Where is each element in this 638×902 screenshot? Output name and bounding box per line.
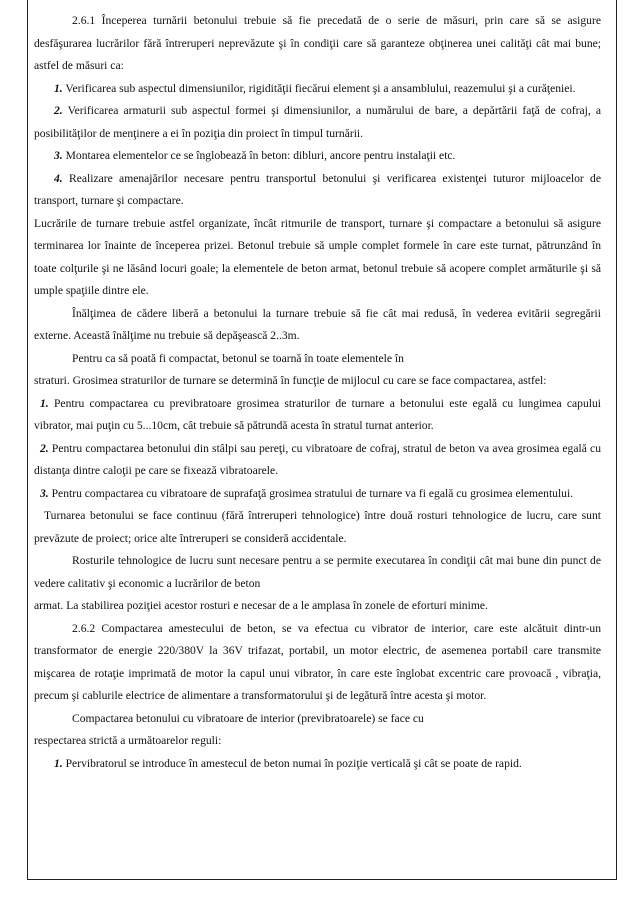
paragraph-reguli: respectarea strictă a următoarelor reguli: <box>34 734 222 747</box>
list-text: Verificarea armaturii sub aspectul formei şi dimensiunilor, a numărului de bare, a depărtării faţă de cofraj, a posibilităţilor de menţinere a ei în poziţia din proiect în timpul turnării. <box>34 104 601 140</box>
list-text: Realizare amenajărilor necesare pentru transportul betonului şi verificarea existenţei tuturor mijloacelor de transport, turnare şi compactare. <box>34 171 601 207</box>
list-text: Pentru compactarea cu vibratoare de suprafaţă grosimea stratului de turnare va fi egală cu grosimea elementului. <box>51 486 574 500</box>
list-number: 2. <box>54 104 63 117</box>
list-item-straturi-1 <box>34 393 601 438</box>
paragraph-rosturi-pozitie: armat. La stabilirea poziţiei acestor rosturi e necesar de a le amplasa în zonele de eforturi minime. <box>34 599 488 612</box>
paragraph-previbratoare: Compactarea betonului cu vibratoare de interior (previbratoarele) se face cu <box>72 711 424 725</box>
list-text: Pentru compactarea betonului din stâlpi sau pereţi, cu vibratoare de cofraj, stratul de beton va avea grosimea egală cu distanţa dintre caloţii pe care se fixează vibratoarele. <box>34 441 601 477</box>
paragraph-compactare-intro: Pentru ca să poată fi compactat, betonul se toarnă în toate elementele în <box>72 351 404 365</box>
paragraph-turnare-organizare: Lucrările de turnare trebuie astfel organizate, încât ritmurile de transport, turnare şi compactare a betonului să asigure terminarea lor înainte de începerea prizei. Betonul trebuie să umple complet formele în care este turnat, pătrunzând în toate colţurile şi ne lăsând locuri goale; la elementele de beton armat, betonul trebuie să acopere complet armăturile şi să umple spaţiile dintre ele. <box>34 216 601 297</box>
list-item-regula-1 <box>34 753 601 776</box>
list-item-straturi-2 <box>34 438 601 483</box>
list-number: 3. <box>54 149 63 162</box>
paragraph-turnare-continua: Turnarea betonului se face continuu (fără întreruperi tehnologice) între două rosturi tehnologice de lucru, care sunt prevăzute de proiect; orice alte întreruperi se consideră accidentale. <box>34 509 601 545</box>
list-item-3 <box>34 145 601 168</box>
list-number: 2. <box>40 441 49 455</box>
paragraph-inaltime-cadere: Înălţimea de cădere liberă a betonului la turnare trebuie să fie cât mai redusă, în vederea evitării segregării externe. Această înălţime nu trebuie să depăşească 2..3m. <box>34 306 601 342</box>
section-2-6-2: 2.6.2 Compactarea amestecului de beton, se va efectua cu vibrator de interior, care este alcătuit dintr-un transformator de energie 220/380V la 36V trifazat, portabil, un motor electric, de asemenea portabil care transmite mişcarea de rotaţie imprimată de motor la capul unui vibrator, în care este înglobat excentric care provoacă , vibraţia, precum şi cablurile electrice de alimentare a transformatorului şi de legătură între acesta şi motor. <box>34 621 601 702</box>
list-number: 4. <box>54 171 63 185</box>
list-item-1 <box>34 78 601 101</box>
paragraph-rosturi: Rosturile tehnologice de lucru sunt necesare pentru a se permite executarea în condiţii cât mai bune din punct de vedere calitativ şi economic a lucrărilor de beton <box>34 554 601 590</box>
list-text: Verificarea sub aspectul dimensiunilor, rigidităţii fiecărui element şi a ansamblului, reazemului şi a curăţeniei. <box>65 81 576 95</box>
list-number: 1. <box>54 81 63 95</box>
section-2-6-1-intro: 2.6.1 Începerea turnării betonului trebuie să fie precedată de o serie de măsuri, prin care să se asigure desfăşurarea lucrărilor fără întreruperi neprevăzute şi în condiţii care să garanteze obţinerea unei calităţi cât mai bune; astfel de măsuri ca: <box>34 14 601 72</box>
list-item-2 <box>34 100 601 145</box>
document-body <box>34 10 601 775</box>
list-text: Pervibratorul se introduce în amestecul de beton numai în poziţie verticală şi cât se poate de rapid. <box>65 756 522 770</box>
list-text: Pentru compactarea cu previbratoare grosimea straturilor de turnare a betonului este egală cu lungimea capului vibrator, mai puţin cu 5...10cm, cât trebuie să pătrundă acesta în stratul turnat anterior. <box>34 396 601 432</box>
list-number: 1. <box>54 756 63 770</box>
list-number: 3. <box>40 486 49 500</box>
list-number: 1. <box>40 396 49 410</box>
list-item-straturi-3 <box>34 483 601 506</box>
list-text: Montarea elementelor ce se înglobează în beton: dibluri, ancore pentru instalaţii etc. <box>65 149 456 162</box>
paragraph-straturi: straturi. Grosimea straturilor de turnare se determină în funcţie de mijlocul cu care se face compactarea, astfel: <box>34 374 547 387</box>
list-item-4 <box>34 168 601 213</box>
